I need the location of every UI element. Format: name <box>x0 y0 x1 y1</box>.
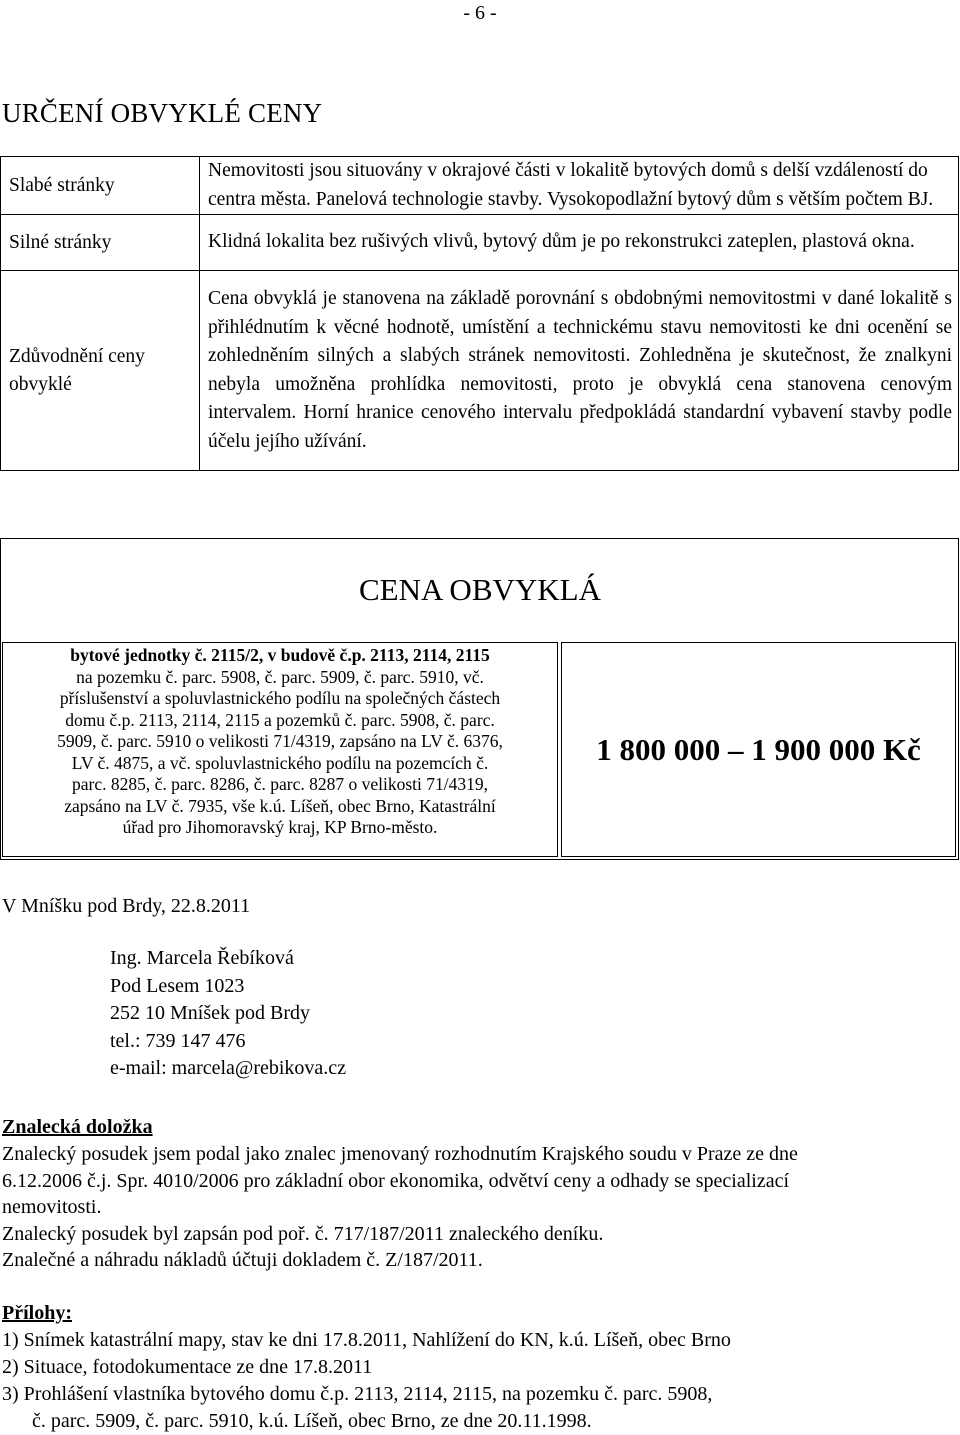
property-line: parc. 8285, č. parc. 8286, č. parc. 8287 o velikosti 71/4319, <box>71 774 488 794</box>
clause-line: 6.12.2006 č.j. Spr. 4010/2006 pro základní obor ekonomika, odvětví ceny a odhady se specializací <box>2 1169 790 1192</box>
clause-line: Znalecký posudek byl zapsán pod poř. č. 717/187/2011 znaleckého deníku. <box>2 1222 604 1245</box>
price-box <box>561 642 956 857</box>
property-line: zapsáno na LV č. 7935, vše k.ú. Líšeň, obec Brno, Katastrální <box>64 795 496 816</box>
property-line: domu č.p. 2113, 2114, 2115 a pozemků č. parc. 5908, č. parc. <box>65 709 495 730</box>
attachment-item: 1) Snímek katastrální mapy, stav ke dni 17.8.2011, Nahlížení do KN, k.ú. Líšeň, obec Brno <box>2 1329 731 1351</box>
price-value: 1 800 000 – 1 900 000 Kč <box>596 731 921 767</box>
expert-clause-heading: Znalecká doložka <box>2 1116 153 1138</box>
section-title: URČENÍ OBVYKLÉ CENY <box>2 98 323 128</box>
strengths-label: Silné stránky <box>1 215 200 271</box>
contact-name: Ing. Marcela Řebíková <box>110 947 294 969</box>
weaknesses-text: Nemovitosti jsou situovány v okrajové části v lokalitě bytových domů s delší vzdáleností do centra města. Panelová technologie stavby. Vysokopodlažní bytový dům s větším počtem BJ. <box>200 157 959 215</box>
valuation-title: CENA OBVYKLÁ <box>359 572 601 607</box>
reasoning-text: Cena obvyklá je stanovena na základě porovnání s obdobnými nemovitostmi v dané lokalitě s přihlédnutím k věcné hodnotě, umístění a technickému stavu nemovitosti ke dni ocenění se zohledněním silných a slabých stránek nemovitosti. Zohledněna je skutečnost, že znalkyni nebyla umožněna prohlídka nemovitosti, proto je obvyklá cena stanovena cenovým intervalem. Horní hranice cenového intervalu předpokládá standardní vybavení stavby podle účelu jejího užívání. <box>200 271 959 471</box>
strengths-row <box>1 215 959 271</box>
strengths-text: Klidná lokalita bez rušivých vlivů, bytový dům je po rekonstrukci zateplen, plastová okna. <box>200 215 959 271</box>
expert-clause <box>2 1141 932 1274</box>
attachment-item: 3) Prohlášení vlastníka bytového domu č.p. 2113, 2114, 2115, na pozemku č. parc. 5908, <box>2 1383 713 1405</box>
property-line: LV č. 4875, a vč. spoluvlastnického podílu na pozemcích č. <box>71 752 489 773</box>
contact-block <box>110 945 346 1083</box>
weaknesses-label: Slabé stránky <box>1 157 200 215</box>
contact-phone: tel.: 739 147 476 <box>110 1029 246 1052</box>
property-line: na pozemku č. parc. 5908, č. parc. 5909, č. parc. 5910, vč. <box>76 666 484 687</box>
page-number: - 6 - <box>463 2 497 24</box>
attachments-list <box>2 1327 932 1435</box>
clause-line: nemovitosti. <box>2 1196 102 1218</box>
weaknesses-row <box>1 157 959 215</box>
contact-city: 252 10 Mníšek pod Brdy <box>110 1002 310 1024</box>
property-line: 5909, č. parc. 5910 o velikosti 71/4319, zapsáno na LV č. 6376, <box>57 731 503 751</box>
strengths-weaknesses-table <box>0 156 959 471</box>
place-date: V Mníšku pod Brdy, 22.8.2011 <box>2 895 251 917</box>
contact-email: e-mail: marcela@rebikova.cz <box>110 1057 347 1079</box>
property-line: příslušenství a spoluvlastnického podílu na společných částech <box>59 688 501 708</box>
attachments-heading: Přílohy: <box>2 1302 72 1324</box>
reasoning-row <box>1 271 959 471</box>
attachment-item-continuation: č. parc. 5909, č. parc. 5910, k.ú. Líšeň, obec Brno, ze dne 20.11.1998. <box>32 1410 592 1432</box>
property-description <box>2 642 558 857</box>
clause-line: Znalecký posudek jsem podal jako znalec jmenovaný rozhodnutím Krajského soudu v Praze ze dne <box>2 1143 798 1165</box>
property-line: úřad pro Jihomoravský kraj, KP Brno-město. <box>122 817 438 837</box>
property-unit-line: bytové jednotky č. 2115/2, v budově č.p. 2113, 2114, 2115 <box>70 645 490 665</box>
attachment-item: 2) Situace, fotodokumentace ze dne 17.8.2011 <box>2 1356 373 1378</box>
contact-street: Pod Lesem 1023 <box>110 974 245 997</box>
reasoning-label: Zdůvodnění ceny obvyklé <box>1 271 200 471</box>
clause-line: Znalečné a náhradu nákladů účtuji dokladem č. Z/187/2011. <box>2 1249 483 1271</box>
